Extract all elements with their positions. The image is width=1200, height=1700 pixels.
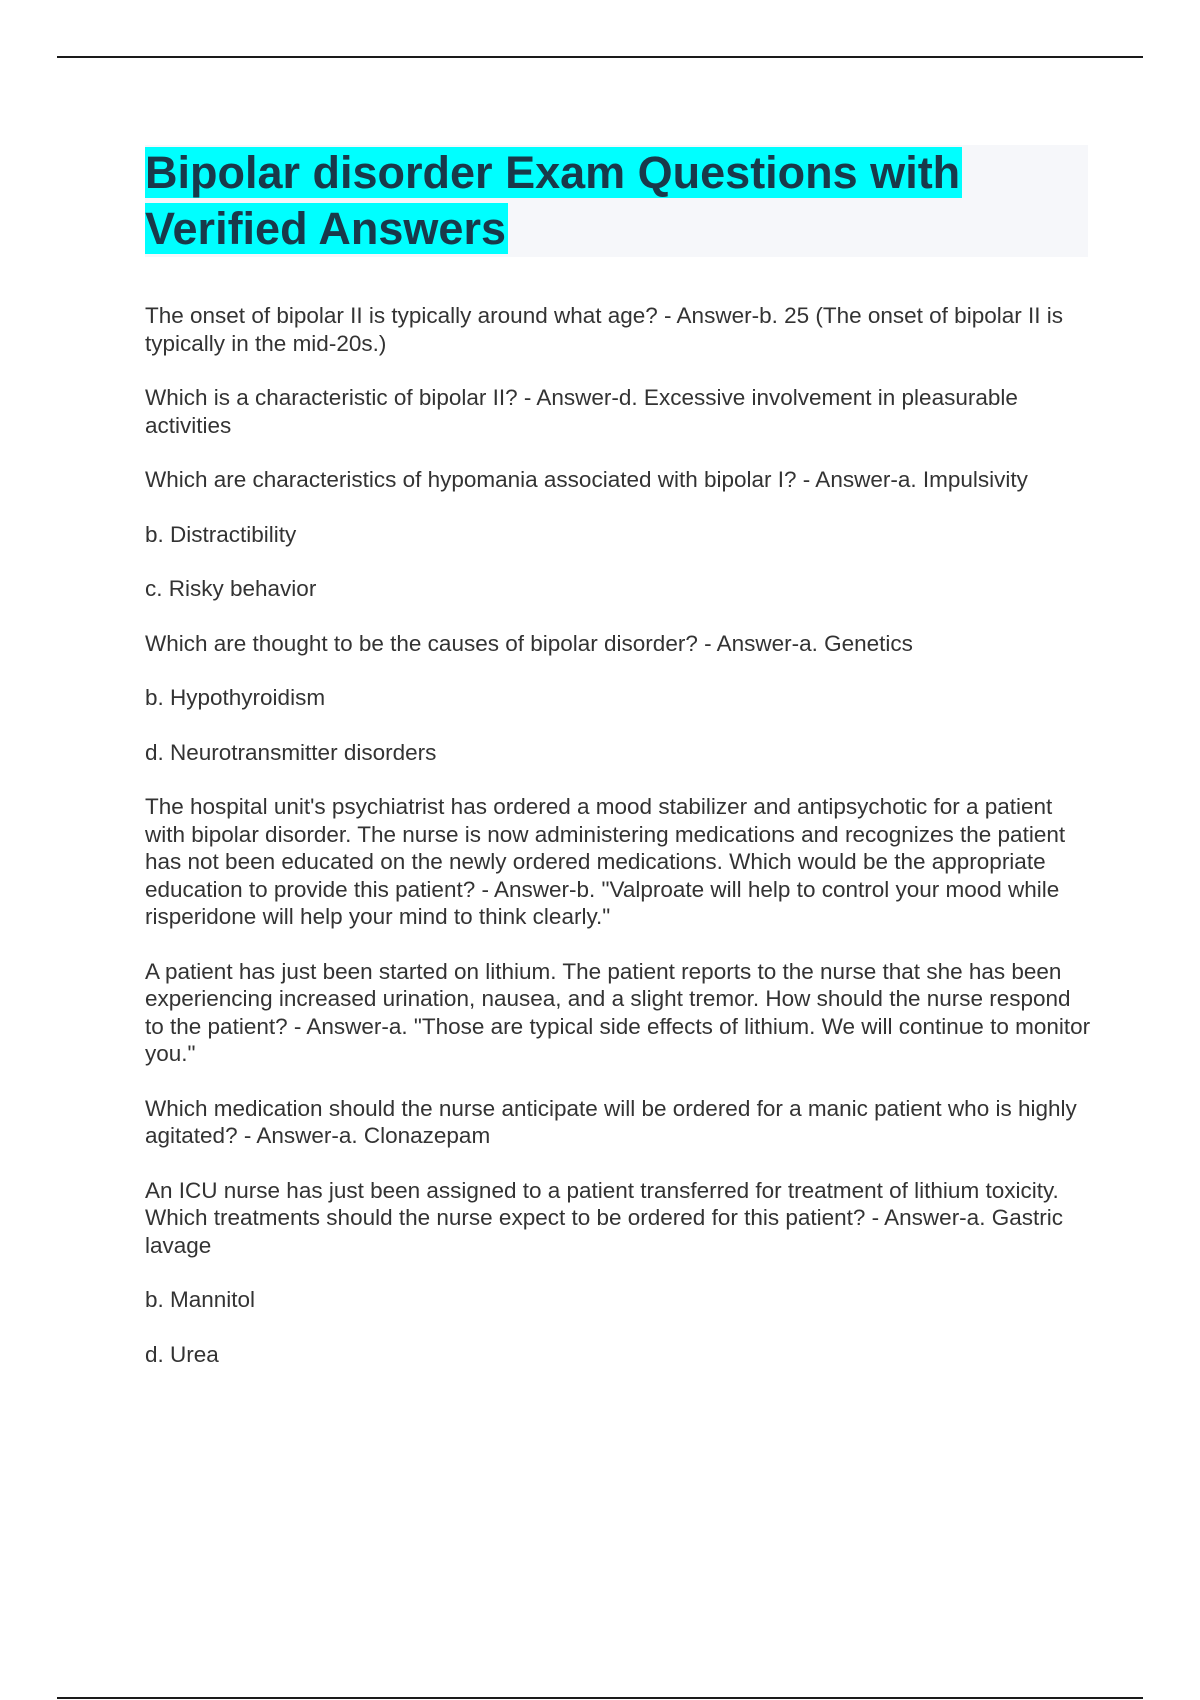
answer-option: d. Urea <box>145 1341 219 1367</box>
paragraph-q3: Which are characteristics of hypomania associated with bipolar I? - Answer-a. Impulsivity <box>145 467 1028 492</box>
paragraph-q2: Which is a characteristic of bipolar II? - Answer-d. Excessive involvement in pleasurable activities <box>145 385 1018 438</box>
title-line-1: Bipolar disorder Exam Questions with <box>145 147 961 198</box>
answer-option: b. Mannitol <box>145 1287 256 1312</box>
paragraph-q6: A patient has just been started on lithium. The patient reports to the nurse that she has been experiencing increased urination, nausea, and a slight tremor. How should the nurse respond to the patient? - Answer-a. "Those are typical side effects of lithium. We will continue to monitor you." <box>145 958 1091 1066</box>
paragraph-q5: The hospital unit's psychiatrist has ordered a mood stabilizer and antipsychotic for a patient with bipolar disorder. The nurse is now administering medications and recognizes the patient has not been educated on the newly ordered medications. Which would be the appropriate education to provide this patient? - Answer-b. "Valproate will help to control your mood while risperidone will help your mind to think clearly." <box>145 794 1066 929</box>
paragraph-q1: The onset of bipolar II is typically around what age? - Answer-b. 25 (The onset of bipolar II is typically in the mid-20s.) <box>145 303 1063 356</box>
answer-option: b. Distractibility <box>145 521 297 547</box>
answer-option: d. Neurotransmitter disorders <box>145 739 437 765</box>
paragraph-q8: An ICU nurse has just been assigned to a patient transferred for treatment of lithium toxicity. Which treatments should the nurse expect to be ordered for this patient? - Answer-a. Gastric lavage <box>145 1177 1063 1258</box>
paragraph-q4: Which are thought to be the causes of bipolar disorder? - Answer-a. Genetics <box>145 630 913 656</box>
answer-option: c. Risky behavior <box>145 576 317 601</box>
title-block <box>145 145 1088 257</box>
bottom-rule <box>57 1697 1143 1699</box>
page-title <box>145 145 1088 257</box>
paragraph-q7: Which medication should the nurse anticipate will be ordered for a manic patient who is highly agitated? - Answer-a. Clonazepam <box>145 1095 1077 1148</box>
answer-option: b. Hypothyroidism <box>145 685 326 710</box>
top-rule <box>57 56 1143 58</box>
document-body <box>145 302 1095 1395</box>
title-line-2: Verified Answers <box>145 203 506 254</box>
